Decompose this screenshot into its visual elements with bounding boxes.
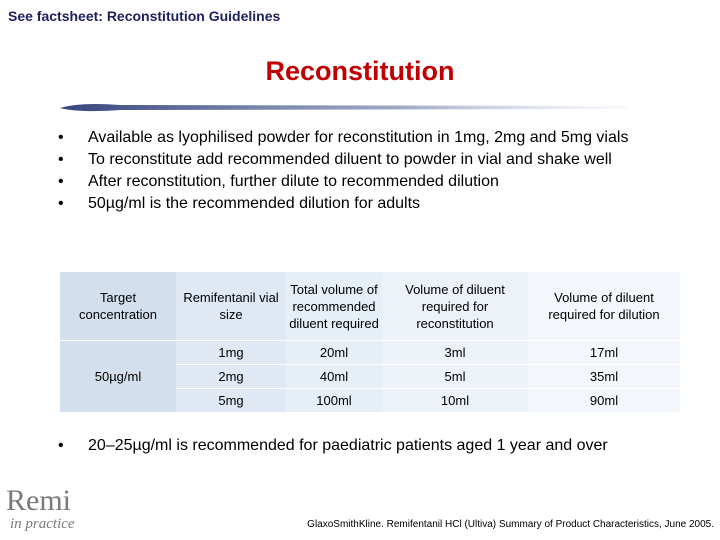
- reconstitution-table: [60, 272, 680, 413]
- paediatric-bullet-list: [54, 436, 674, 456]
- logo-practice-text: in practice: [10, 516, 75, 532]
- header-target-concentration: Target concentration: [60, 272, 176, 341]
- reconstitution-volume-cell: 10ml: [382, 389, 528, 413]
- reference-citation: GlaxoSmithKline. Remifentanil HCl (Ultiva) Summary of Product Characteristics, June 2005.: [307, 519, 714, 530]
- total-volume-cell: 40ml: [286, 365, 382, 389]
- bullet-item: • After reconstitution, further dilute to recommended dilution: [58, 173, 499, 190]
- bullet-item: • 20–25µg/ml is recommended for paediatric patients aged 1 year and over: [58, 437, 608, 454]
- bullet-item: • Available as lyophilised powder for reconstitution in 1mg, 2mg and 5mg vials: [58, 129, 629, 146]
- reconstitution-volume-cell: 3ml: [382, 341, 528, 365]
- total-volume-cell: 100ml: [286, 389, 382, 413]
- header-vial-size: Remifentanil vial size: [176, 272, 286, 341]
- bullet-dot-icon: •: [58, 437, 64, 454]
- vial-size-cell: 5mg: [176, 389, 286, 413]
- bullet-item: • 50µg/ml is the recommended dilution for adults: [58, 195, 421, 212]
- table-row: [60, 341, 680, 365]
- bullet-item: • To reconstitute add recommended diluent to powder in vial and shake well: [58, 151, 612, 168]
- bullet-dot-icon: •: [58, 173, 64, 190]
- dilution-volume-cell: 35ml: [528, 365, 680, 389]
- dilution-volume-cell: 17ml: [528, 341, 680, 365]
- bullet-list: [54, 130, 674, 218]
- header-reconstitution-volume: Volume of diluent required for reconstitution: [382, 272, 528, 341]
- total-volume-cell: 20ml: [286, 341, 382, 365]
- reconstitution-volume-cell: 5ml: [382, 365, 528, 389]
- factsheet-link[interactable]: See factsheet: Reconstitution Guidelines: [8, 8, 281, 24]
- slide-title: Reconstitution: [265, 56, 455, 86]
- header-dilution-volume: Volume of diluent required for dilution: [528, 272, 680, 341]
- vial-size-cell: 1mg: [176, 341, 286, 365]
- remi-in-practice-logo: [6, 486, 86, 538]
- header-total-volume: Total volume of recommended diluent required: [286, 272, 382, 341]
- bullet-dot-icon: •: [58, 195, 64, 212]
- target-concentration-cell: 50µg/ml: [60, 341, 176, 413]
- bullet-dot-icon: •: [58, 151, 64, 168]
- table-header-row: [60, 272, 680, 341]
- logo-remi-text: Remi: [6, 484, 71, 517]
- dilution-volume-cell: 90ml: [528, 389, 680, 413]
- bullet-dot-icon: •: [58, 129, 64, 146]
- vial-size-cell: 2mg: [176, 365, 286, 389]
- title-underline-rule: [60, 100, 630, 114]
